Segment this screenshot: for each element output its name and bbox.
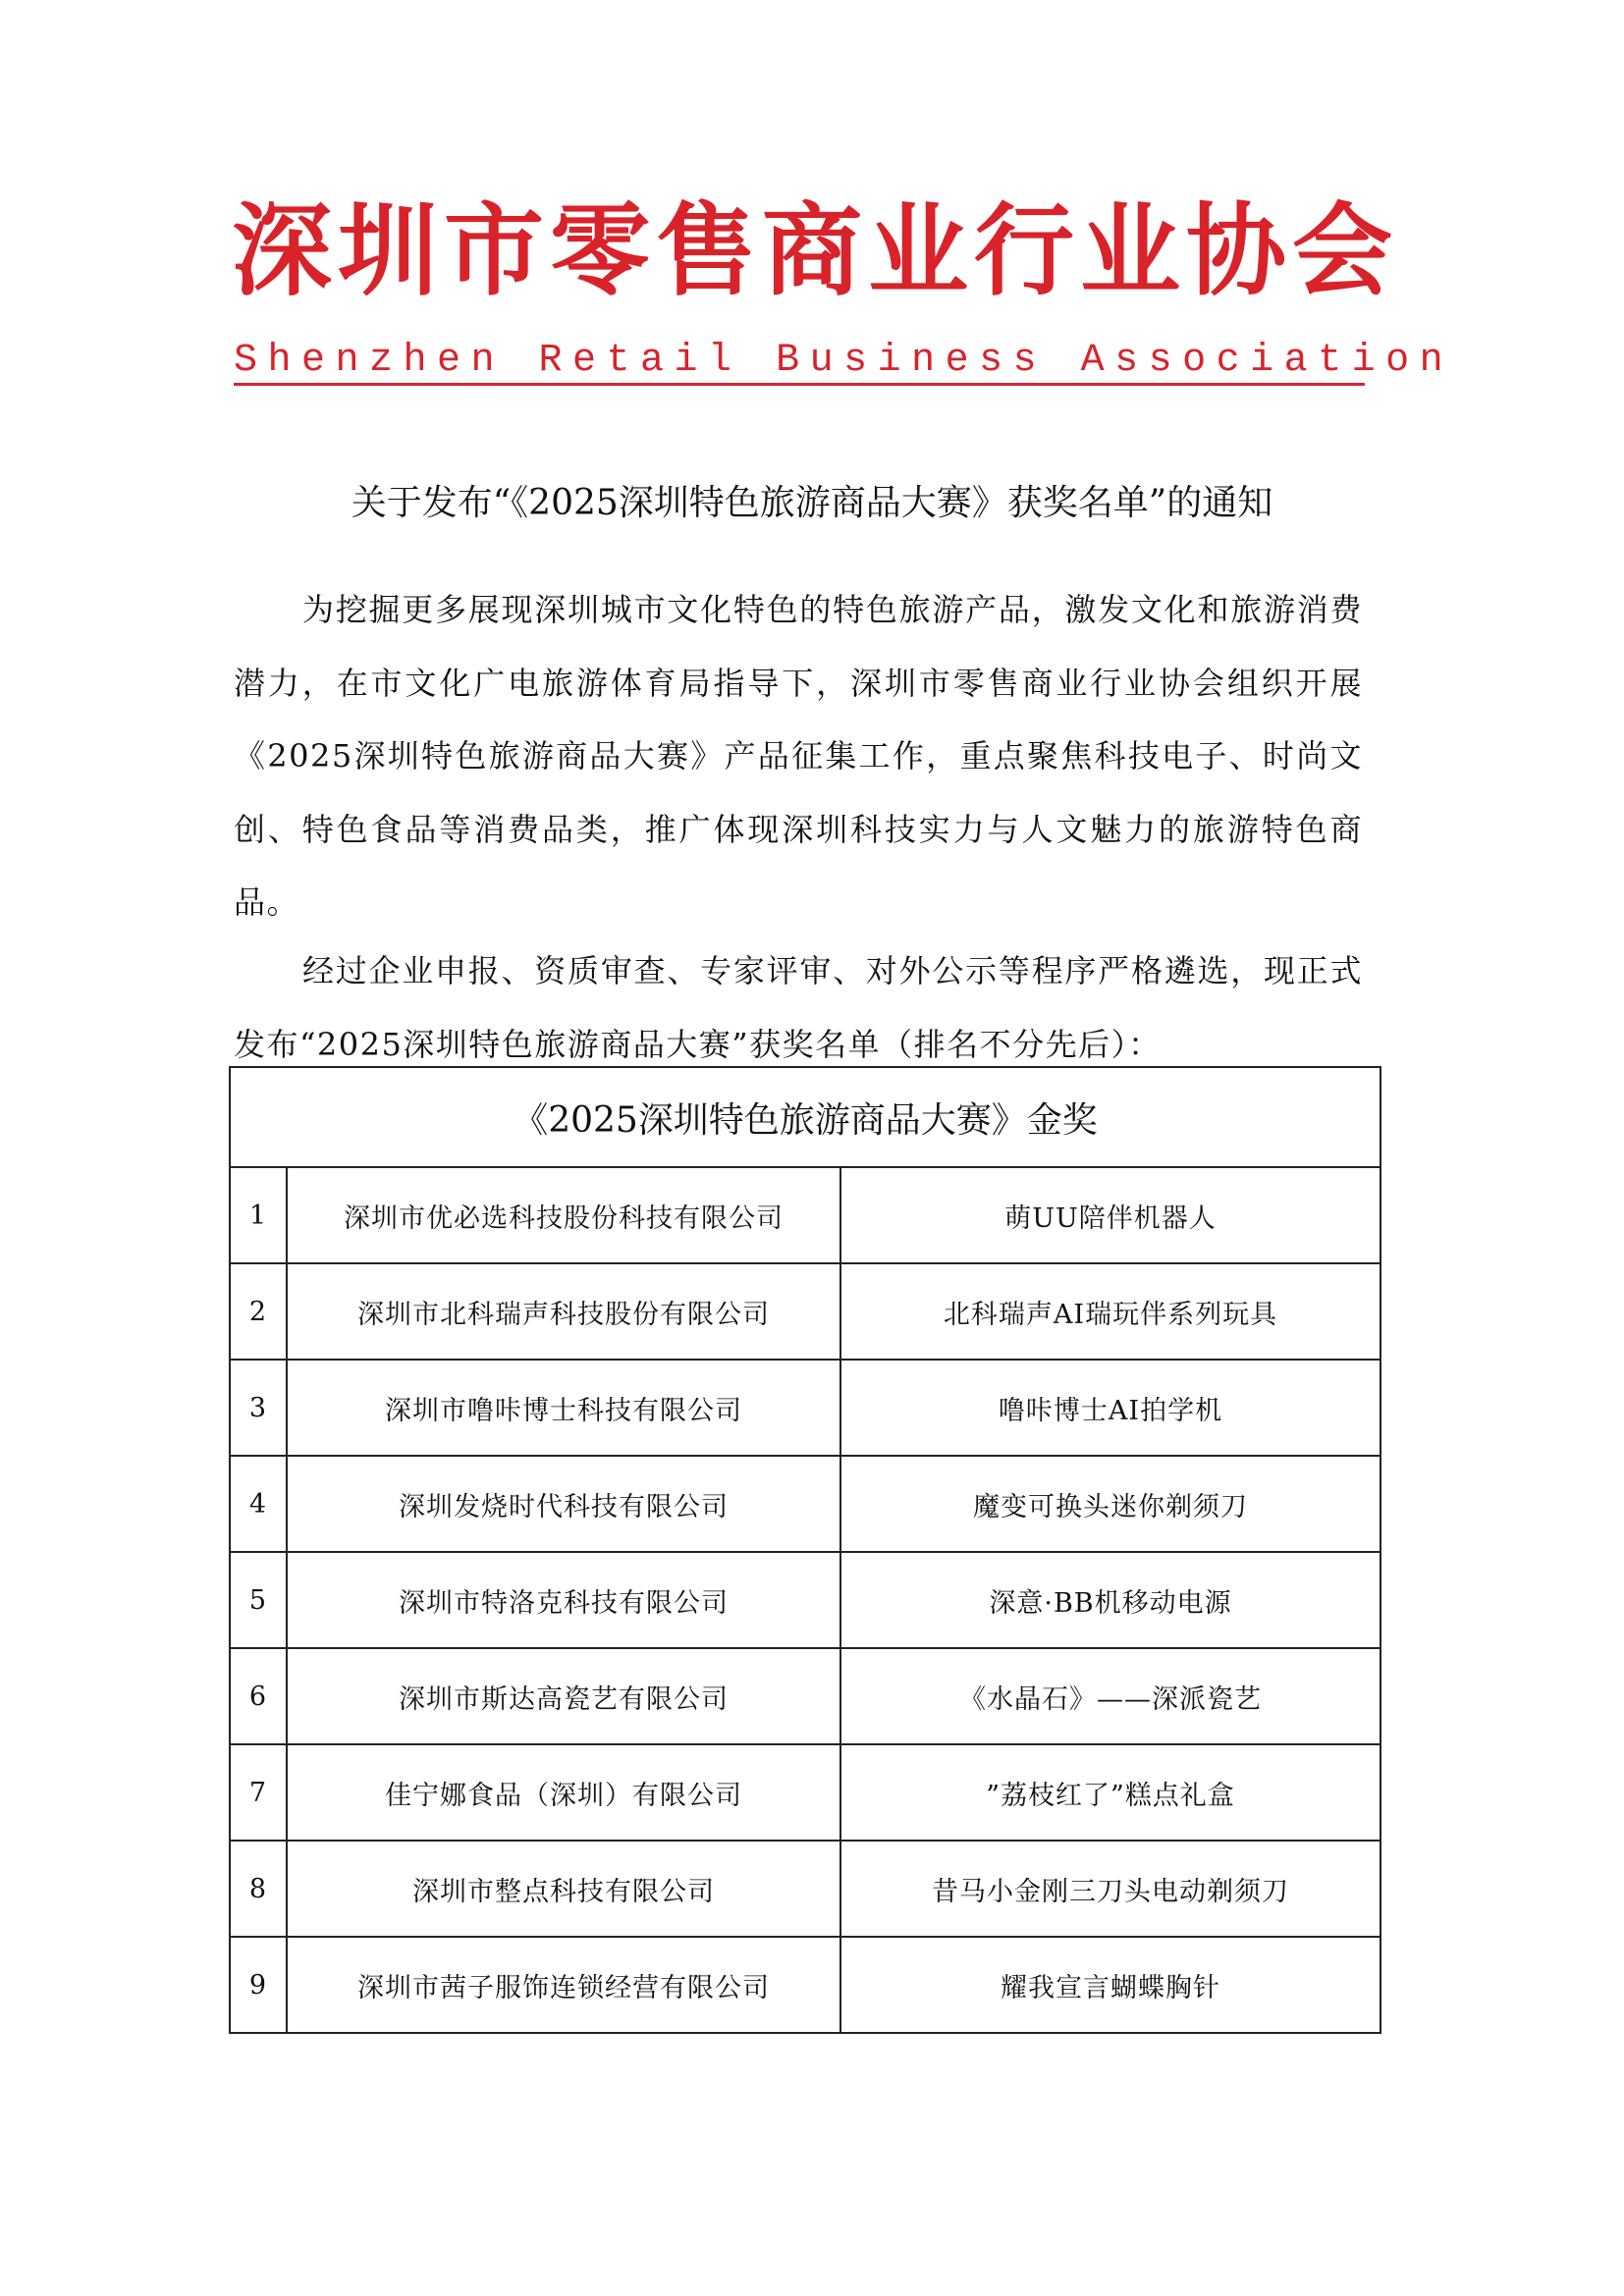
table-heading: 《2025深圳特色旅游商品大赛》金奖 [230, 1067, 1380, 1167]
product-name: ”荔枝红了”糕点礼盒 [840, 1744, 1380, 1841]
notice-title: 关于发布“《2025深圳特色旅游商品大赛》获奖名单”的通知 [351, 483, 1273, 523]
company-name: 深圳市特洛克科技有限公司 [287, 1552, 840, 1648]
product-name: 北科瑞声AI瑞玩伴系列玩具 [840, 1263, 1380, 1360]
row-number: 3 [230, 1360, 287, 1456]
company-name: 佳宁娜食品（深圳）有限公司 [287, 1744, 840, 1841]
product-name: 噜咔博士AI拍学机 [840, 1360, 1380, 1456]
row-number: 1 [230, 1167, 287, 1263]
product-name: 昔马小金刚三刀头电动剃须刀 [840, 1841, 1380, 1937]
table-row [230, 1841, 1380, 1937]
product-name: 耀我宣言蝴蝶胸针 [840, 1937, 1380, 2033]
company-name: 深圳市斯达高瓷艺有限公司 [287, 1648, 840, 1744]
row-number: 4 [230, 1456, 287, 1552]
company-name: 深圳市整点科技有限公司 [287, 1841, 840, 1937]
table-row [230, 1167, 1380, 1263]
row-number: 5 [230, 1552, 287, 1648]
notice-paragraph-2: 经过企业申报、资质审查、专家评审、对外公示等程序严格遴选，现正式发布“2025深圳特色旅游商品大赛”获奖名单（排名不分先后）： [234, 952, 1363, 1063]
company-name: 深圳市噜咔博士科技有限公司 [287, 1360, 840, 1456]
row-number: 9 [230, 1937, 287, 2033]
company-name: 深圳市茜子服饰连锁经营有限公司 [287, 1937, 840, 2033]
product-name: 萌UU陪伴机器人 [840, 1167, 1380, 1263]
table-row [230, 1263, 1380, 1360]
table-row [230, 1552, 1380, 1648]
table-row [230, 1456, 1380, 1552]
row-number: 8 [230, 1841, 287, 1937]
letterhead-org-name-cn: 深圳市零售商业行业协会 [232, 192, 1398, 310]
table-heading-row [230, 1067, 1380, 1167]
letterhead-org-name-en: Shenzhen Retail Business Association [234, 339, 1454, 383]
letterhead-divider [234, 383, 1365, 386]
table-body [230, 1167, 1380, 2033]
row-number: 6 [230, 1648, 287, 1744]
table-row [230, 1360, 1380, 1456]
product-name: 《水晶石》——深派瓷艺 [840, 1648, 1380, 1744]
company-name: 深圳市优必选科技股份科技有限公司 [287, 1167, 840, 1263]
row-number: 2 [230, 1263, 287, 1360]
product-name: 深意·BB机移动电源 [840, 1552, 1380, 1648]
company-name: 深圳市北科瑞声科技股份有限公司 [287, 1263, 840, 1360]
table-row [230, 1648, 1380, 1744]
table-row [230, 1937, 1380, 2033]
company-name: 深圳发烧时代科技有限公司 [287, 1456, 840, 1552]
notice-paragraph-1: 为挖掘更多展现深圳城市文化特色的特色旅游产品，激发文化和旅游消费潜力，在市文化广电旅游体育局指导下，深圳市零售商业行业协会组织开展《2025深圳特色旅游商品大赛》产品征集工作，重点聚焦科技电子、时尚文创、特色食品等消费品类，推广体现深圳科技实力与人文魅力的旅游特色商品。 [234, 591, 1363, 921]
product-name: 魔变可换头迷你剃须刀 [840, 1456, 1380, 1552]
gold-award-table [229, 1066, 1381, 2034]
table-row [230, 1744, 1380, 1841]
row-number: 7 [230, 1744, 287, 1841]
